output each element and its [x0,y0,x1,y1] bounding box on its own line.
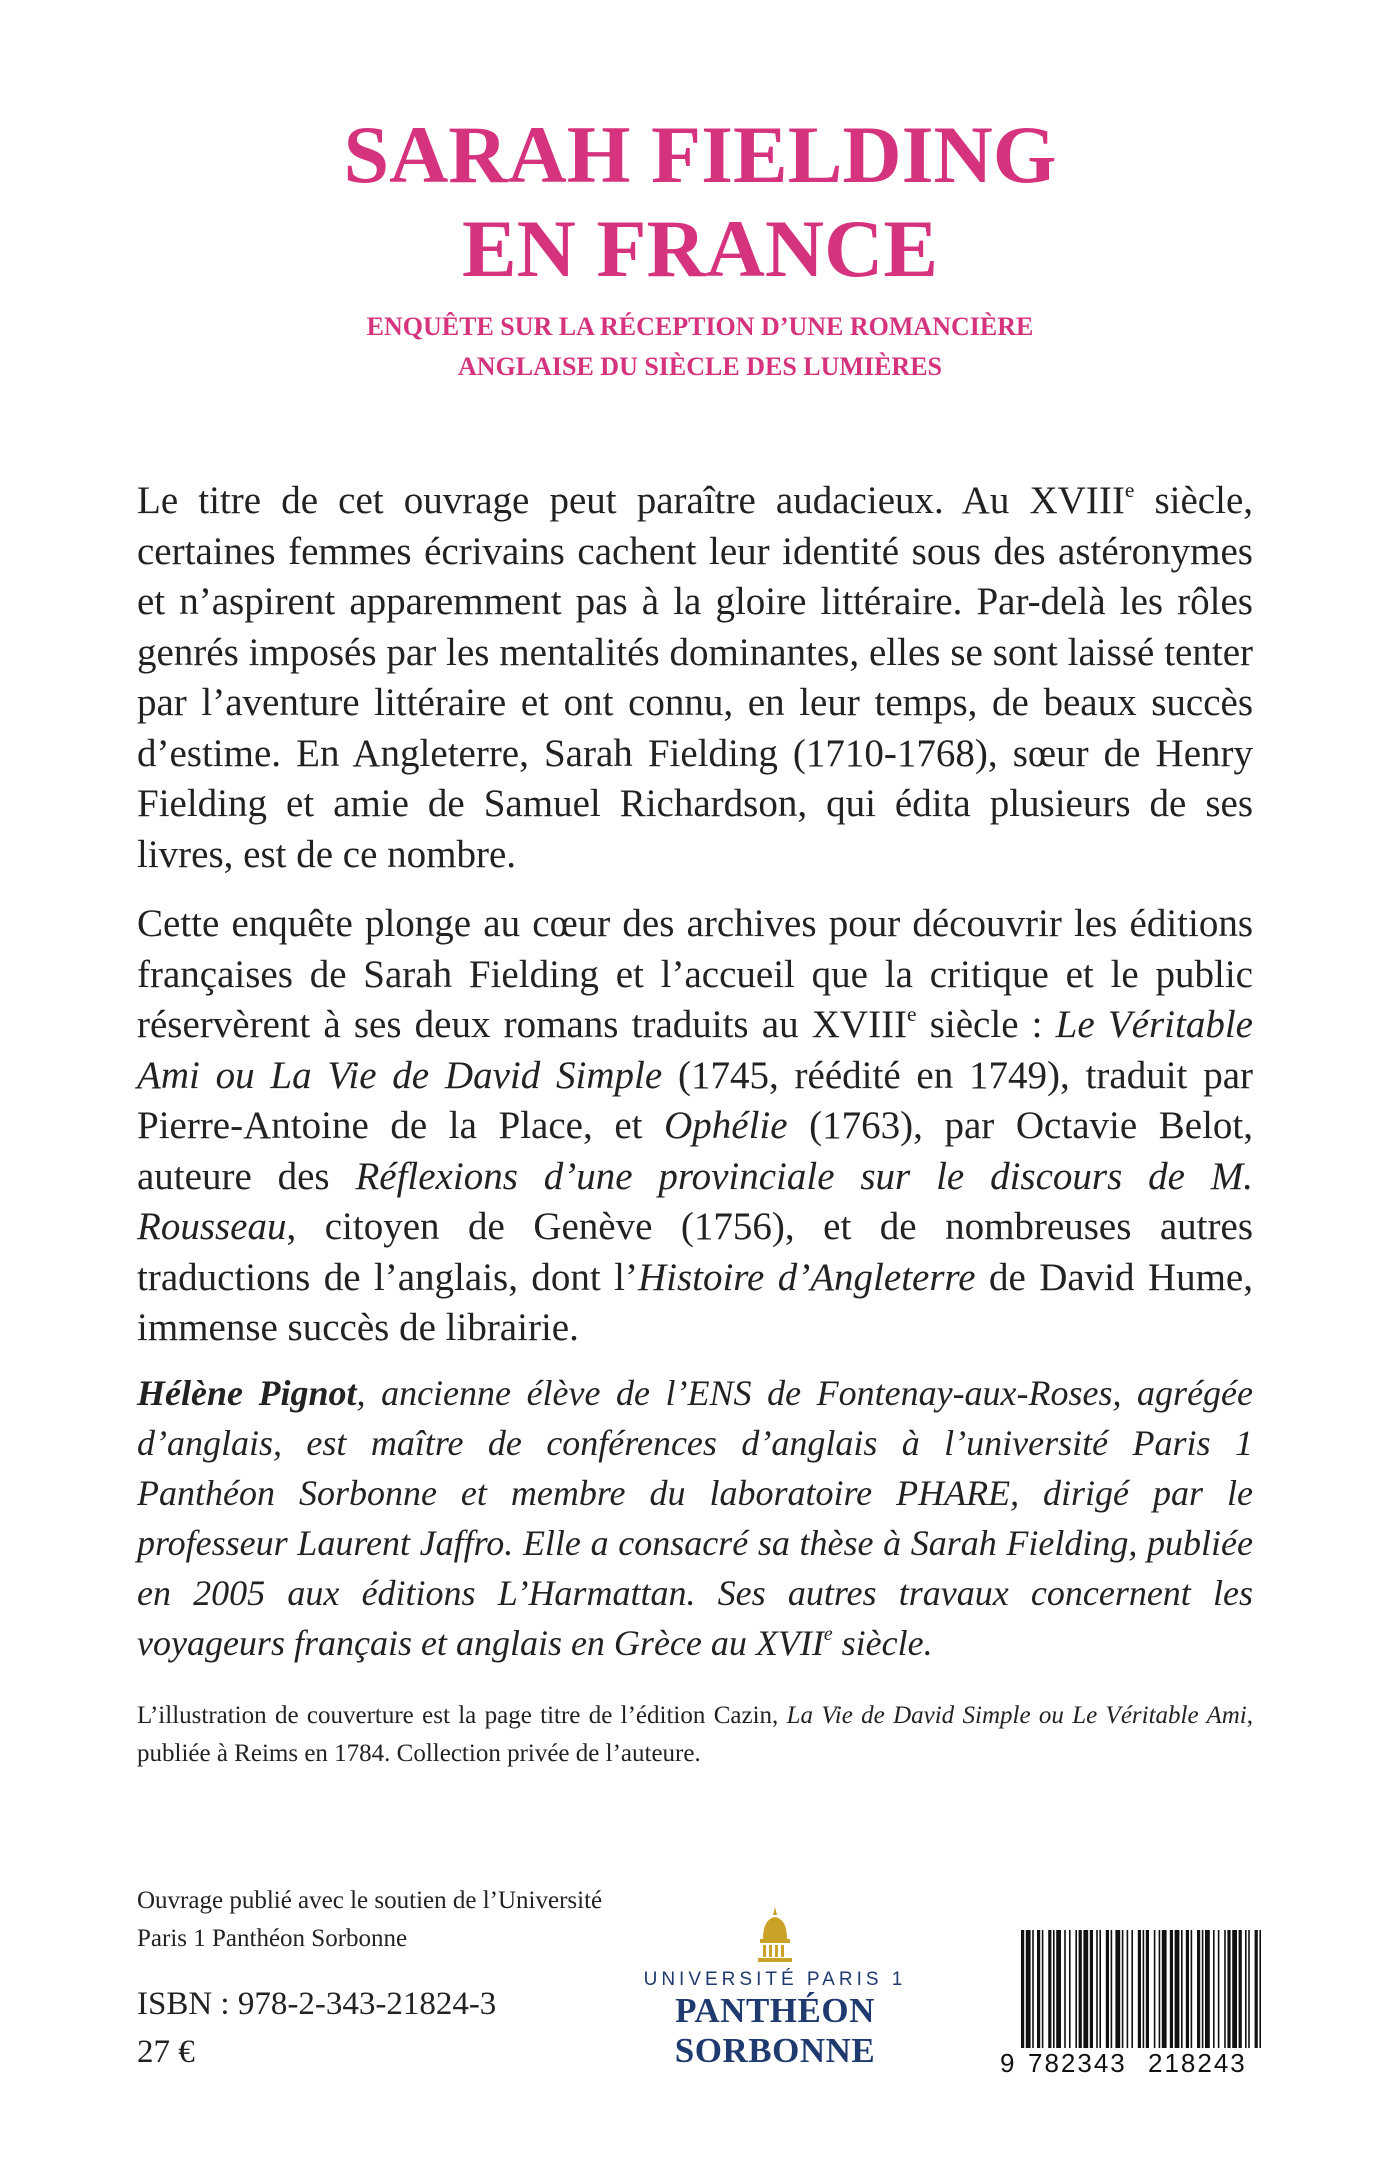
summary-paragraph-1 [137,476,1253,880]
text-run: (1745, réédité en 1749), traduit par Pierre-Antoine de la Place, et [137,1053,1253,1147]
support-line-1: Ouvrage publié avec le soutien de l’Université [137,1887,603,1914]
barcode-bar [1032,1930,1034,2048]
barcode-bar [1115,1930,1120,2048]
barcode-bar [1202,1930,1204,2048]
text-run: de David Hume, immense succès de librairie. [137,1255,1253,1349]
pantheon-dome-icon [755,1905,795,1965]
book-subtitle [0,307,1400,387]
barcode-bar [1079,1930,1082,2048]
barcode-bar [1159,1930,1161,2048]
subtitle-line-2: ANGLAISE DU SIÈCLE DES LUMIÈRES [457,352,943,381]
support-line-2: Paris 1 Panthéon Sorbonne [137,1925,408,1952]
barcode-bar [1205,1930,1210,2048]
barcode-bar [1069,1930,1071,2048]
barcode-left-group: 782343 [1028,2048,1127,2078]
barcode-bar [1131,1930,1133,2048]
text-run: Le titre de cet ouvrage peut paraître audacieux. Au XVIII [137,479,1125,522]
author-bio [137,1368,1253,1668]
barcode-bar [1037,1930,1040,2048]
barcode-bar [1127,1930,1129,2048]
barcode-bar [1175,1930,1180,2048]
barcode-bar [1026,1930,1031,2048]
barcode-bar [1053,1930,1055,2048]
author-name: Hélène Pignot [137,1373,357,1413]
barcode-bar [1245,1930,1247,2048]
title-line-2: EN FRANCE [461,203,939,294]
barcode-bar [1106,1930,1109,2048]
isbn: ISBN : 978-2-343-21824-3 [137,1986,497,2022]
work-title: Réflexions d’une provinciale sur le discours de M. Rousseau [137,1154,1253,1248]
text-run: (1763), par Octavie Belot, auteure des [137,1104,1254,1198]
logo-university-line: UNIVERSITÉ PARIS 1 [643,1969,907,1990]
barcode-bar [1248,1930,1250,2048]
barcode-bar [1096,1930,1098,2048]
barcode-bar [1048,1930,1051,2048]
barcode-bar [1146,1930,1149,2048]
barcode-bar [1064,1930,1066,2048]
text-run: siècle : [916,1003,1056,1046]
barcode-bar [1181,1930,1183,2048]
logo-name: PANTHÉON SORBONNE [674,1991,876,2070]
university-logo [585,1905,965,2070]
cover-illustration-caption [137,1697,1253,1773]
barcode-bar [1191,1930,1193,2048]
barcode-bar [1197,1930,1200,2048]
barcode-bar [1162,1930,1167,2048]
barcode-bar [1090,1930,1093,2048]
barcode-first-digit: 9 [1000,2048,1015,2078]
work-title: Le Véritable Ami ou La Vie de David Simple [137,1003,1253,1097]
summary-paragraph-2 [137,899,1253,1354]
superscript: e [907,1001,917,1026]
superscript: e [823,1623,833,1646]
barcode-bar [1021,1930,1024,2048]
work-title: La Vie de David Simple ou Le Véritable Ami [786,1702,1247,1729]
subtitle-line-1: ENQUÊTE SUR LA RÉCEPTION D’UNE ROMANCIÈRE [366,312,1034,341]
work-title: Histoire d’Angleterre [637,1255,976,1299]
barcode-bar [1154,1930,1156,2048]
barcode-bar [1239,1930,1242,2048]
barcode-bar [1232,1930,1237,2048]
book-title [0,108,1400,296]
text-run: Cette enquête plonge au cœur des archives pour découvrir les éditions françaises de Sarah Fielding et l’accueil que la critique et le public réservèrent à ses deux romans traduits au XVIII [137,902,1253,1046]
barcode-bar [1075,1930,1077,2048]
barcode-bar [1255,1930,1258,2048]
barcode [1017,1930,1267,2048]
barcode-bar [1111,1930,1113,2048]
text-run: , citoyen de Genève (1756), et de nombreuses autres traductions de l’anglais, dont l’ [137,1205,1253,1299]
barcode-right-group: 218243 [1148,2048,1247,2078]
text-run: , publiée à Reims en 1784. Collection privée de l’auteure. [137,1702,1253,1767]
barcode-bar [1218,1930,1220,2048]
barcode-bar [1227,1930,1230,2048]
work-title: Ophélie [664,1104,788,1147]
text-run: siècle, certaines femmes écrivains cachent leur identité sous des astéronymes et n’aspirent apparemment pas à la gloire littéraire. Par-delà les rôles genrés imposés par les mentalités dominantes, elles se sont laissé tenter par l’aventure littéraire et ont connu, en leur temps, de beaux succès d’estime. En Angleterre, Sarah Fielding (1710-1768), sœur de Henry Fielding et amie de Samuel Richardson, qui édita plusieurs de ses livres, est de ce nombre. [137,479,1254,876]
title-line-1: SARAH FIELDING [343,109,1057,200]
barcode-bar [1143,1930,1145,2048]
barcode-bar [1170,1930,1173,2048]
barcode-digits [1000,2048,1280,2088]
barcode-bar [1186,1930,1189,2048]
barcode-bar [1138,1930,1141,2048]
barcode-bar [1056,1930,1061,2048]
barcode-bar [1213,1930,1215,2048]
barcode-bar [1042,1930,1044,2048]
price: 27 € [137,2034,195,2070]
text-run: L’illustration de couverture est la page titre de l’édition Cazin, [137,1702,787,1729]
superscript: e [1124,477,1135,502]
text-run: siècle. [832,1623,933,1663]
text-run: , ancienne élève de l’ENS de Fontenay-aux-Roses, agrégée d’anglais, est maître de conférences d’anglais à l’université Paris 1 Panthéon Sorbonne et membre du laboratoire PHARE, dirigé par le professeur Laurent Jaffro. Elle a consacré sa thèse à Sarah Fielding, publiée en 2005 aux éditions L’Harmattan. Ses autres travaux concernent les voyageurs français et anglais en Grèce au XVII [137,1373,1253,1663]
barcode-bar [1122,1930,1124,2048]
barcode-bar [1259,1930,1261,2048]
barcode-bar [1099,1930,1101,2048]
barcode-bar [1224,1930,1226,2048]
barcode-bar [1083,1930,1088,2048]
